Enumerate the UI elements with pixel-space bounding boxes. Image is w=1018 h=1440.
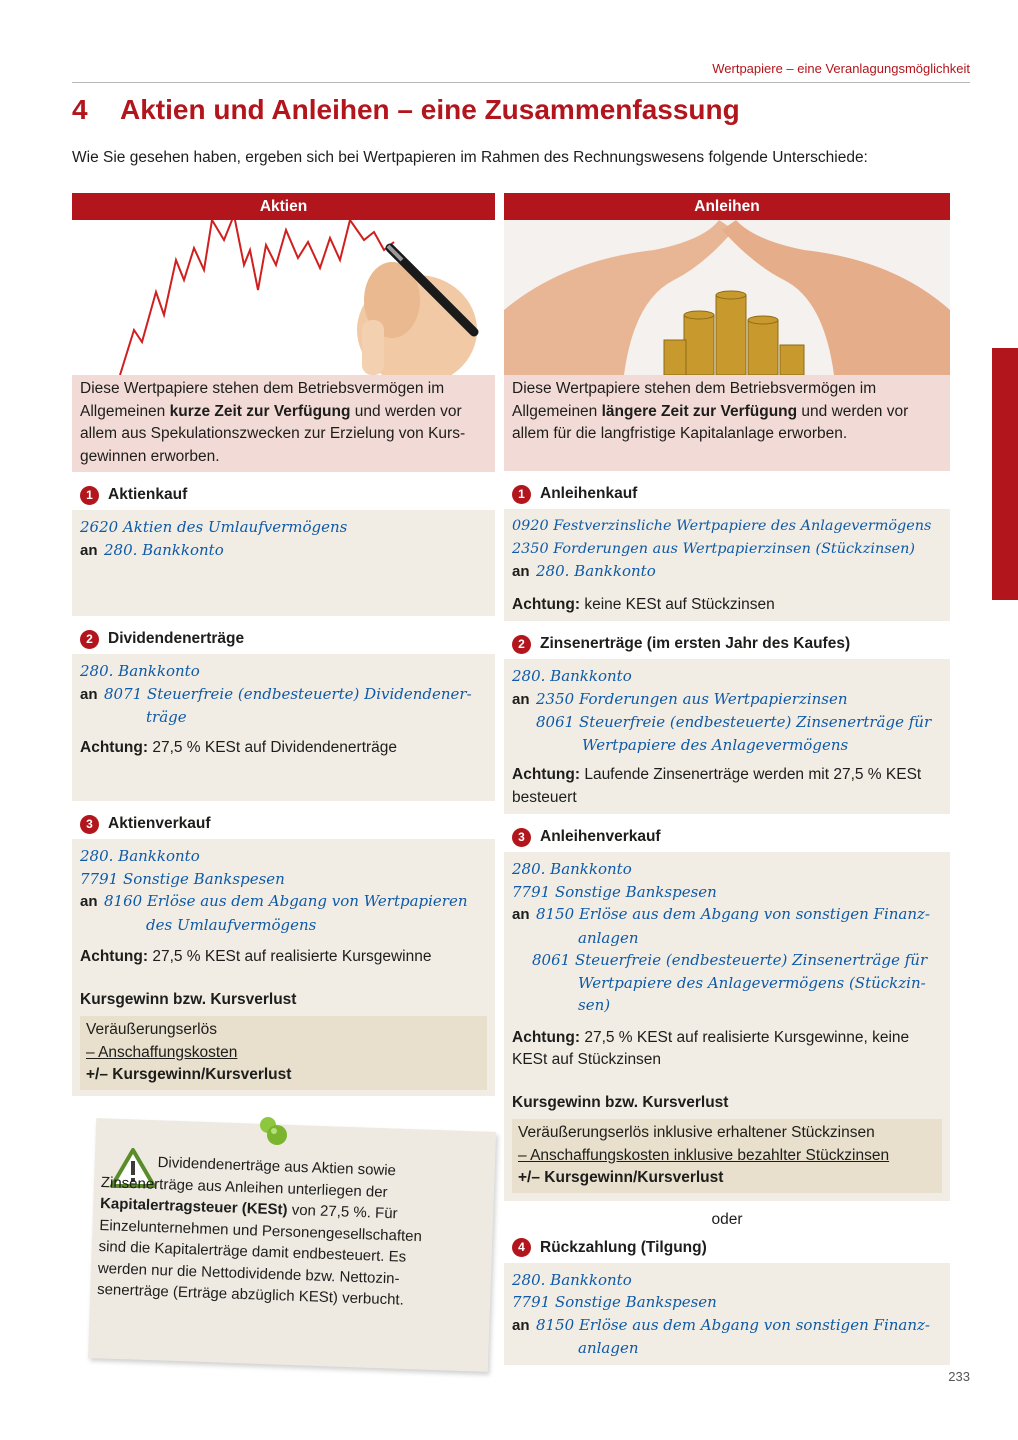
stock-chart-hand-image <box>72 220 495 375</box>
booking-account: 8150 Erlöse aus dem Abgang von sonstigen Finanz- <box>536 905 930 923</box>
booking-line: 280. Bankkonto <box>512 860 632 878</box>
achtung-text: 27,5 % KESt auf realisierte Kursgewinne <box>148 948 432 965</box>
achtung-label: Achtung: <box>512 1028 581 1046</box>
aktien-header: Aktien <box>72 193 495 220</box>
achtung-note <box>512 764 942 809</box>
section-anleihenverkauf <box>504 826 950 848</box>
booking-line-an <box>80 683 487 707</box>
stock-chart-photo <box>72 220 495 375</box>
aktien-description <box>72 375 495 472</box>
achtung-note <box>80 946 487 969</box>
section-title: Dividendenerträge <box>108 630 245 647</box>
anleihen-desc-text-end: und werden vor allem für die langfristige Kapitalanlage erworben. <box>512 402 909 442</box>
booking-line: sen) <box>578 996 611 1014</box>
an-label: an <box>512 563 530 580</box>
section-title: Zinsenerträge (im ersten Jahr des Kaufes) <box>540 635 851 652</box>
oder-text: oder <box>711 1210 743 1228</box>
achtung-label: Achtung: <box>80 738 149 756</box>
section-title: Anleihenkauf <box>540 485 638 502</box>
page-number: 233 <box>948 1369 970 1384</box>
running-head: Wertpapiere – eine Veranlagungsmöglichkeit <box>712 61 970 76</box>
an-label: an <box>80 541 98 559</box>
anleihen-desc-text: Diese Wertpapiere stehen dem Betriebsvermögen im Allgemeinen <box>512 380 877 420</box>
achtung-label: Achtung: <box>512 766 581 783</box>
booking-line: Wertpapiere des Anlagevermögens (Stückzin- <box>578 973 926 992</box>
section-zinsenertraege <box>504 633 950 655</box>
achtung-text: 27,5 % KESt auf Dividendenerträge <box>148 738 398 756</box>
achtung-text: 27,5 % KESt auf realisierte Kursgewinne, keine KESt auf Stückzinsen <box>512 1028 910 1068</box>
booking-line: anlagen <box>578 928 639 947</box>
aktien-desc-bold: kurze Zeit zur Verfügung <box>169 402 351 420</box>
tip-text-start: Dividendenerträge aus Aktien sowie Zinsenerträge aus Anleihen unterliegen der <box>100 1153 397 1201</box>
calc-row: Veräußerungserlös <box>86 1021 217 1038</box>
calc-result: +/– Kursgewinn/Kursverlust <box>518 1169 724 1186</box>
section-aktienkauf <box>72 484 495 506</box>
booking-line: 7791 Sonstige Bankspesen <box>512 1293 717 1311</box>
an-label: an <box>80 685 98 703</box>
number-badge-4: 4 <box>512 1238 531 1257</box>
tip-text-end: von 27,5 %. Für Einzelunternehmen und Personengesellschaften sind die Kapitalerträge damit endbesteuert. Es werden nur die Nettodividende bzw. Nettozin-senerträge (Erträge abzüglich KESt) verbucht. <box>96 1201 423 1309</box>
booking-line: 8061 Steuerfreie (endbesteuerte) Zinsenerträge für <box>532 951 928 969</box>
booking-account: 8071 Steuerfreie (endbesteuerte) Dividendener- <box>104 684 472 703</box>
anleihen-desc-bold: längere Zeit zur Verfügung <box>601 402 798 420</box>
chapter-number: 4 <box>72 94 88 125</box>
number-badge-1: 1 <box>80 486 99 505</box>
booking-line: anlagen <box>578 1339 639 1357</box>
tip-text <box>97 1150 442 1312</box>
aktienkauf-booking <box>72 510 495 616</box>
section-title: Anleihenverkauf <box>540 828 661 845</box>
booking-line-an <box>80 539 487 563</box>
booking-line: 2620 Aktien des Umlaufvermögens <box>80 518 348 536</box>
achtung-note <box>512 1027 942 1072</box>
section-dividendenertraege <box>72 628 495 650</box>
booking-line: 280. Bankkonto <box>512 667 632 685</box>
aktien-desc-text: Diese Wertpapiere stehen dem Betriebsvermögen im Allgemeinen <box>80 380 445 420</box>
booking-account: 8150 Erlöse aus dem Abgang von sonstigen Finanz- <box>536 1315 930 1334</box>
anleihenverkauf-booking <box>504 852 950 1201</box>
an-label: an <box>512 690 530 708</box>
number-badge-3: 3 <box>80 815 99 834</box>
kursgewinn-title: Kursgewinn bzw. Kursverlust <box>80 990 297 1008</box>
booking-line: 7791 Sonstige Bankspesen <box>512 882 717 901</box>
achtung-note <box>512 594 942 617</box>
booking-line: 2350 Forderungen aus Wertpapierzinsen (Stückzinsen) <box>512 540 915 557</box>
coins-hands-photo <box>504 220 950 375</box>
header-rule <box>72 82 970 83</box>
booking-line: 7791 Sonstige Bankspesen <box>80 869 285 888</box>
aktien-column <box>72 193 495 1096</box>
aktien-desc-text-end: und werden vor allem aus Spekulationszwecken zur Erzielung von Kurs-gewinnen erworben. <box>80 402 466 465</box>
calc-row: – Anschaffungskosten <box>86 1043 238 1061</box>
tip-bold: Kapitalertragsteuer (KESt) <box>99 1194 288 1219</box>
achtung-label: Achtung: <box>80 948 149 965</box>
section-anleihenkauf <box>504 483 950 505</box>
booking-line: 280. Bankkonto <box>80 847 200 865</box>
booking-account: 8160 Erlöse aus dem Abgang von Wertpapieren <box>104 892 468 910</box>
kursgewinn-calculation <box>80 1016 487 1090</box>
calc-row: Veräußerungserlös inklusive erhaltener Stückzinsen <box>518 1124 875 1141</box>
number-badge-1: 1 <box>512 485 531 504</box>
kursgewinn-calculation <box>512 1119 942 1193</box>
booking-line-an <box>512 903 942 927</box>
number-badge-2: 2 <box>512 635 531 654</box>
booking-line: 280. Bankkonto <box>512 1270 632 1289</box>
pushpin-icon <box>256 1113 292 1149</box>
chapter-title: Aktien und Anleihen – eine Zusammenfassung <box>120 94 740 125</box>
number-badge-2: 2 <box>80 630 99 649</box>
achtung-text: keine KESt auf Stückzinsen <box>580 595 775 613</box>
zinsen-booking <box>504 659 950 814</box>
kursgewinn-title: Kursgewinn bzw. Kursverlust <box>512 1093 729 1111</box>
booking-line-an <box>80 890 487 914</box>
section-rueckzahlung <box>504 1237 950 1259</box>
booking-account: 2350 Forderungen aus Wertpapierzinsen <box>536 689 848 708</box>
calc-row: – Anschaffungskosten inklusive bezahlter Stückzinsen <box>518 1146 890 1164</box>
an-label: an <box>512 906 530 923</box>
booking-line-an <box>512 560 942 584</box>
anleihen-column <box>504 193 950 1365</box>
section-title: Aktienverkauf <box>108 815 211 832</box>
calc-result: +/– Kursgewinn/Kursverlust <box>86 1066 292 1083</box>
section-aktienverkauf <box>72 813 495 835</box>
achtung-note <box>80 737 487 760</box>
section-title: Aktienkauf <box>108 486 188 503</box>
booking-line-an <box>512 688 942 712</box>
booking-line: träge <box>146 708 187 726</box>
dividenden-booking <box>72 654 495 801</box>
booking-line: Wertpapiere des Anlagevermögens <box>582 735 849 754</box>
booking-line: des Umlaufvermögens <box>146 915 317 934</box>
intro-text: Wie Sie gesehen haben, ergeben sich bei Wertpapieren im Rahmen des Rechnungswesens folgende Unterschiede: <box>72 149 868 166</box>
anleihen-description <box>504 375 950 471</box>
booking-line: 8061 Steuerfreie (endbesteuerte) Zinsenerträge für <box>536 713 932 731</box>
an-label: an <box>80 893 98 910</box>
booking-line: 0920 Festverzinsliche Wertpapiere des Anlagevermögens <box>512 518 932 534</box>
section-title: Rückzahlung (Tilgung) <box>540 1238 707 1256</box>
anleihenkauf-booking <box>504 509 950 621</box>
coins-hands-image <box>504 220 950 375</box>
booking-account: 280. Bankkonto <box>536 562 656 580</box>
anleihen-header: Anleihen <box>504 193 950 220</box>
rueckzahlung-booking <box>504 1263 950 1365</box>
booking-line-an <box>512 1314 942 1338</box>
achtung-text: Laufende Zinsenerträge werden mit 27,5 % KESt besteuert <box>512 766 922 806</box>
an-label: an <box>512 1316 530 1334</box>
achtung-label: Achtung: <box>512 595 581 613</box>
number-badge-3: 3 <box>512 828 531 847</box>
booking-line: 280. Bankkonto <box>80 662 200 680</box>
booking-account: 280. Bankkonto <box>104 540 224 559</box>
chapter-side-tab <box>992 348 1018 600</box>
aktienverkauf-booking <box>72 839 495 1096</box>
chapter-heading <box>72 92 740 128</box>
